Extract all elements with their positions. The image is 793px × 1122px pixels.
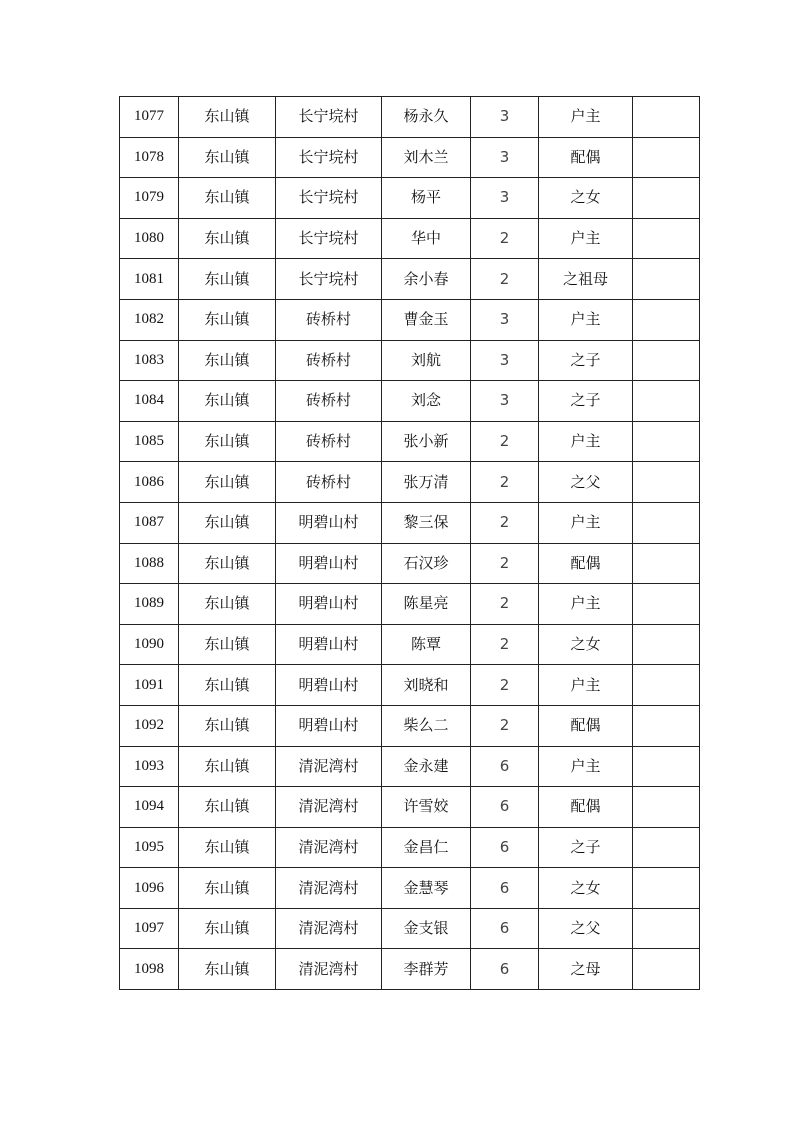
village-cell: 长宁垸村	[276, 97, 382, 138]
serial-number-cell: 1082	[120, 299, 179, 340]
household-size-cell: 2	[471, 665, 539, 706]
serial-number-cell: 1086	[120, 462, 179, 503]
relation-cell: 配偶	[539, 543, 633, 584]
table-row	[120, 665, 700, 706]
relation-cell: 户主	[539, 502, 633, 543]
relation-cell: 户主	[539, 299, 633, 340]
note-cell	[633, 827, 700, 868]
household-size-cell: 3	[471, 340, 539, 381]
village-cell: 明碧山村	[276, 543, 382, 584]
note-cell	[633, 421, 700, 462]
person-name-cell: 刘木兰	[382, 137, 471, 178]
note-cell	[633, 665, 700, 706]
note-cell	[633, 299, 700, 340]
note-cell	[633, 381, 700, 422]
relation-cell: 户主	[539, 421, 633, 462]
relation-cell: 之子	[539, 340, 633, 381]
note-cell	[633, 908, 700, 949]
relation-cell: 之女	[539, 624, 633, 665]
relation-cell: 配偶	[539, 705, 633, 746]
note-cell	[633, 178, 700, 219]
town-cell: 东山镇	[179, 259, 276, 300]
serial-number-cell: 1079	[120, 178, 179, 219]
person-name-cell: 金支银	[382, 908, 471, 949]
town-cell: 东山镇	[179, 218, 276, 259]
relation-cell: 户主	[539, 746, 633, 787]
table-row	[120, 746, 700, 787]
table-row	[120, 340, 700, 381]
town-cell: 东山镇	[179, 746, 276, 787]
household-size-cell: 6	[471, 949, 539, 990]
person-name-cell: 陈覃	[382, 624, 471, 665]
table-row	[120, 421, 700, 462]
relation-cell: 户主	[539, 97, 633, 138]
serial-number-cell: 1089	[120, 584, 179, 625]
town-cell: 东山镇	[179, 421, 276, 462]
table-row	[120, 584, 700, 625]
serial-number-cell: 1077	[120, 97, 179, 138]
person-name-cell: 余小春	[382, 259, 471, 300]
person-name-cell: 华中	[382, 218, 471, 259]
town-cell: 东山镇	[179, 827, 276, 868]
person-name-cell: 曹金玉	[382, 299, 471, 340]
town-cell: 东山镇	[179, 381, 276, 422]
village-cell: 清泥湾村	[276, 787, 382, 828]
town-cell: 东山镇	[179, 787, 276, 828]
serial-number-cell: 1081	[120, 259, 179, 300]
table-row	[120, 787, 700, 828]
household-size-cell: 3	[471, 381, 539, 422]
note-cell	[633, 218, 700, 259]
town-cell: 东山镇	[179, 908, 276, 949]
village-cell: 砖桥村	[276, 462, 382, 503]
roster-body	[120, 97, 700, 990]
serial-number-cell: 1087	[120, 502, 179, 543]
serial-number-cell: 1094	[120, 787, 179, 828]
table-row	[120, 178, 700, 219]
household-size-cell: 2	[471, 259, 539, 300]
town-cell: 东山镇	[179, 584, 276, 625]
person-name-cell: 杨平	[382, 178, 471, 219]
note-cell	[633, 746, 700, 787]
relation-cell: 之母	[539, 949, 633, 990]
table-row	[120, 259, 700, 300]
note-cell	[633, 462, 700, 503]
household-size-cell: 6	[471, 868, 539, 909]
town-cell: 东山镇	[179, 462, 276, 503]
table-row	[120, 868, 700, 909]
note-cell	[633, 543, 700, 584]
village-cell: 砖桥村	[276, 381, 382, 422]
table-row	[120, 381, 700, 422]
household-size-cell: 3	[471, 137, 539, 178]
table-row	[120, 299, 700, 340]
serial-number-cell: 1088	[120, 543, 179, 584]
table-row	[120, 705, 700, 746]
person-name-cell: 许雪姣	[382, 787, 471, 828]
table-row	[120, 218, 700, 259]
household-size-cell: 2	[471, 218, 539, 259]
household-size-cell: 6	[471, 827, 539, 868]
relation-cell: 之父	[539, 462, 633, 503]
table-row	[120, 97, 700, 138]
serial-number-cell: 1098	[120, 949, 179, 990]
town-cell: 东山镇	[179, 340, 276, 381]
village-cell: 清泥湾村	[276, 868, 382, 909]
relation-cell: 配偶	[539, 137, 633, 178]
village-cell: 明碧山村	[276, 624, 382, 665]
relation-cell: 之女	[539, 868, 633, 909]
village-cell: 砖桥村	[276, 299, 382, 340]
serial-number-cell: 1093	[120, 746, 179, 787]
person-name-cell: 黎三保	[382, 502, 471, 543]
town-cell: 东山镇	[179, 705, 276, 746]
note-cell	[633, 137, 700, 178]
relation-cell: 户主	[539, 665, 633, 706]
serial-number-cell: 1097	[120, 908, 179, 949]
note-cell	[633, 705, 700, 746]
village-cell: 砖桥村	[276, 340, 382, 381]
town-cell: 东山镇	[179, 949, 276, 990]
serial-number-cell: 1095	[120, 827, 179, 868]
town-cell: 东山镇	[179, 299, 276, 340]
note-cell	[633, 259, 700, 300]
town-cell: 东山镇	[179, 137, 276, 178]
table-row	[120, 827, 700, 868]
town-cell: 东山镇	[179, 178, 276, 219]
town-cell: 东山镇	[179, 624, 276, 665]
table-row	[120, 543, 700, 584]
relation-cell: 户主	[539, 584, 633, 625]
village-cell: 清泥湾村	[276, 949, 382, 990]
relation-cell: 之子	[539, 381, 633, 422]
household-size-cell: 2	[471, 543, 539, 584]
village-cell: 清泥湾村	[276, 827, 382, 868]
household-size-cell: 3	[471, 299, 539, 340]
person-name-cell: 张小新	[382, 421, 471, 462]
village-cell: 砖桥村	[276, 421, 382, 462]
village-cell: 长宁垸村	[276, 259, 382, 300]
household-size-cell: 3	[471, 97, 539, 138]
household-size-cell: 2	[471, 502, 539, 543]
note-cell	[633, 97, 700, 138]
village-cell: 清泥湾村	[276, 908, 382, 949]
relation-cell: 之父	[539, 908, 633, 949]
household-size-cell: 2	[471, 584, 539, 625]
note-cell	[633, 502, 700, 543]
relation-cell: 之祖母	[539, 259, 633, 300]
relation-cell: 之子	[539, 827, 633, 868]
table-row	[120, 908, 700, 949]
serial-number-cell: 1080	[120, 218, 179, 259]
household-size-cell: 6	[471, 908, 539, 949]
village-cell: 明碧山村	[276, 665, 382, 706]
village-cell: 明碧山村	[276, 584, 382, 625]
table-row	[120, 949, 700, 990]
serial-number-cell: 1078	[120, 137, 179, 178]
note-cell	[633, 624, 700, 665]
person-name-cell: 金昌仁	[382, 827, 471, 868]
serial-number-cell: 1096	[120, 868, 179, 909]
serial-number-cell: 1090	[120, 624, 179, 665]
table-row	[120, 462, 700, 503]
person-name-cell: 金慧琴	[382, 868, 471, 909]
relation-cell: 户主	[539, 218, 633, 259]
person-name-cell: 金永建	[382, 746, 471, 787]
relation-cell: 配偶	[539, 787, 633, 828]
person-name-cell: 石汉珍	[382, 543, 471, 584]
note-cell	[633, 340, 700, 381]
note-cell	[633, 868, 700, 909]
serial-number-cell: 1092	[120, 705, 179, 746]
table-row	[120, 502, 700, 543]
village-cell: 明碧山村	[276, 705, 382, 746]
serial-number-cell: 1085	[120, 421, 179, 462]
serial-number-cell: 1084	[120, 381, 179, 422]
note-cell	[633, 584, 700, 625]
household-size-cell: 2	[471, 705, 539, 746]
serial-number-cell: 1083	[120, 340, 179, 381]
person-name-cell: 刘晓和	[382, 665, 471, 706]
person-name-cell: 张万清	[382, 462, 471, 503]
table-row	[120, 624, 700, 665]
household-size-cell: 2	[471, 624, 539, 665]
town-cell: 东山镇	[179, 665, 276, 706]
town-cell: 东山镇	[179, 543, 276, 584]
person-name-cell: 杨永久	[382, 97, 471, 138]
note-cell	[633, 949, 700, 990]
household-size-cell: 2	[471, 421, 539, 462]
village-cell: 长宁垸村	[276, 218, 382, 259]
village-cell: 长宁垸村	[276, 178, 382, 219]
household-size-cell: 2	[471, 462, 539, 503]
note-cell	[633, 787, 700, 828]
village-cell: 明碧山村	[276, 502, 382, 543]
table-row	[120, 137, 700, 178]
town-cell: 东山镇	[179, 97, 276, 138]
serial-number-cell: 1091	[120, 665, 179, 706]
household-size-cell: 3	[471, 178, 539, 219]
person-name-cell: 刘念	[382, 381, 471, 422]
household-size-cell: 6	[471, 746, 539, 787]
person-name-cell: 陈星亮	[382, 584, 471, 625]
town-cell: 东山镇	[179, 868, 276, 909]
person-name-cell: 李群芳	[382, 949, 471, 990]
person-name-cell: 柴么二	[382, 705, 471, 746]
village-cell: 长宁垸村	[276, 137, 382, 178]
household-size-cell: 6	[471, 787, 539, 828]
person-name-cell: 刘航	[382, 340, 471, 381]
household-roster-table	[119, 96, 700, 990]
town-cell: 东山镇	[179, 502, 276, 543]
village-cell: 清泥湾村	[276, 746, 382, 787]
relation-cell: 之女	[539, 178, 633, 219]
